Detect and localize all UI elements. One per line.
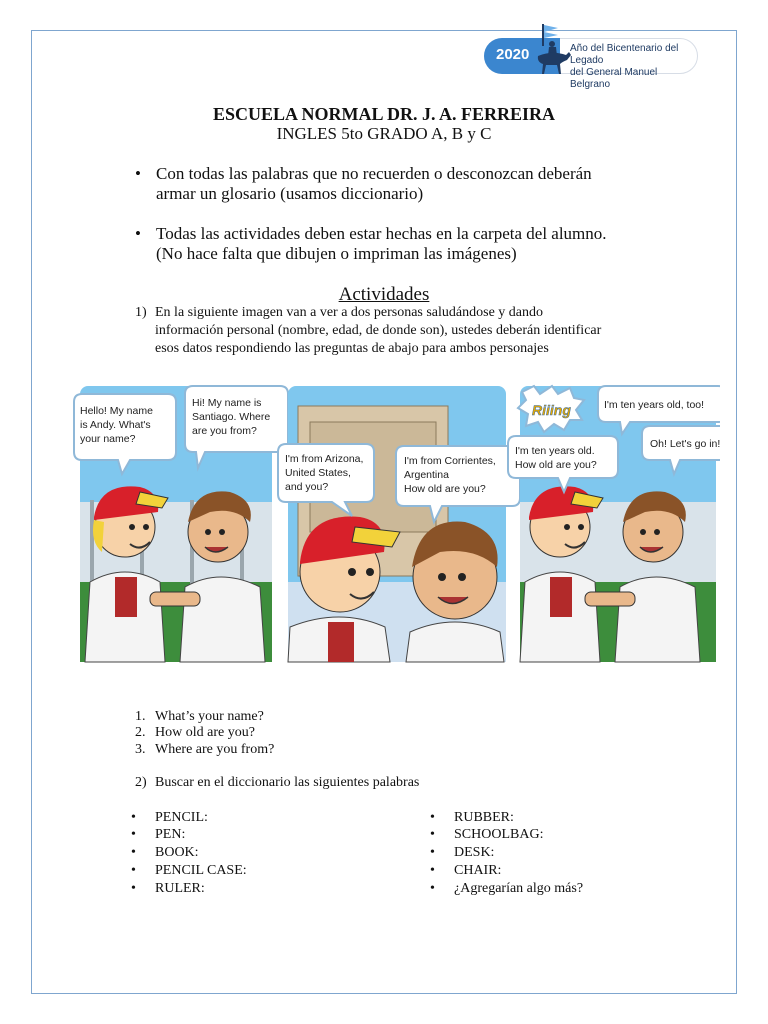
bubble-line: How old are you?	[515, 459, 597, 471]
logo-caption-line1: Año del Bicentenario del Legado	[570, 43, 679, 66]
activity-number: 1)	[135, 305, 147, 320]
bubble-line: I'm ten years old.	[515, 445, 595, 457]
bicentenario-logo	[484, 38, 698, 90]
activity-text: Buscar en el diccionario las siguientes palabras	[155, 775, 420, 790]
bullet: •	[131, 863, 136, 878]
bullet: •	[131, 881, 136, 896]
instruction-line: Con todas las palabras que no recuerden o desconozcan deberán	[156, 164, 592, 183]
vocab-word: BOOK:	[155, 845, 199, 860]
bubble-line: Santiago. Where	[192, 411, 271, 423]
question-text: Where are you from?	[155, 742, 275, 757]
question-text: How old are you?	[155, 725, 255, 740]
handshake	[150, 592, 200, 606]
bullet: •	[430, 845, 435, 860]
question-text: What’s your name?	[155, 709, 264, 724]
bubble-line: Hello! My name	[80, 405, 153, 417]
vocab-word: RUBBER:	[454, 810, 514, 825]
bullet: •	[131, 845, 136, 860]
bullet: •	[135, 224, 141, 243]
instruction-line: Todas las actividades deben estar hechas en la carpeta del alumno.	[156, 224, 607, 243]
bubble-line: I'm from Corrientes,	[404, 455, 496, 467]
bullet: •	[430, 810, 435, 825]
vocab-word: CHAIR:	[454, 863, 502, 878]
bubble-line: your name?	[80, 433, 136, 445]
bubble-line: Oh! Let's go in!	[650, 438, 720, 450]
vocab-word: ¿Agregarían algo más?	[454, 881, 584, 896]
vocab-word: DESK:	[454, 845, 495, 860]
activity-number: 2)	[135, 775, 147, 790]
logo-year: 2020	[496, 46, 530, 63]
activity-line: esos datos respondiendo las preguntas de abajo para ambos personajes	[155, 341, 549, 356]
handshake	[585, 592, 635, 606]
vocab-word: PENCIL CASE:	[155, 863, 247, 878]
santiago-closeup	[406, 522, 504, 662]
vocab-word: PENCIL:	[155, 810, 208, 825]
bullet: •	[430, 827, 435, 842]
comic-panel-1	[74, 386, 288, 662]
activities-heading: Actividades	[338, 284, 430, 305]
activity-line: En la siguiente imagen van a ver a dos personas saludándose y dando	[155, 305, 544, 320]
school-title: ESCUELA NORMAL DR. J. A. FERREIRA	[212, 104, 556, 124]
instruction-line: (No hace falta que dibujen o impriman las imágenes)	[156, 244, 517, 263]
riiing-sound-text: Riiing	[532, 402, 571, 418]
question-number: 3.	[135, 742, 146, 757]
bullet: •	[131, 827, 136, 842]
bubble-line: is Andy. What's	[80, 419, 151, 431]
logo-caption-line2: del General Manuel Belgrano	[570, 67, 658, 90]
activity-line: información personal (nombre, edad, de donde son), ustedes deberán identificar	[155, 323, 602, 338]
vocab-word: PEN:	[155, 827, 186, 842]
bubble-line: I'm ten years old, too!	[604, 399, 705, 411]
bubble-line: are you from?	[192, 425, 257, 437]
comic-panel-3	[508, 386, 720, 662]
comic-strip	[70, 382, 720, 667]
instruction-line: armar un glosario (usamos diccionario)	[156, 184, 424, 203]
bullet: •	[135, 164, 141, 183]
question-number: 2.	[135, 725, 146, 740]
comic-panel-2	[278, 386, 520, 662]
course-subtitle: INGLES 5to GRADO A, B y C	[276, 124, 492, 143]
bullet: •	[131, 810, 136, 825]
bubble-line: Hi! My name is	[192, 397, 262, 409]
bubble-line: United States,	[285, 467, 351, 479]
vocab-word: RULER:	[155, 881, 205, 896]
bubble-line: Argentina	[404, 469, 449, 481]
vocab-word: SCHOOLBAG:	[454, 827, 544, 842]
bubble-line: How old are you?	[404, 483, 486, 495]
logo-caption	[570, 43, 696, 91]
horse-rider-icon	[532, 24, 572, 76]
bullet: •	[430, 863, 435, 878]
bullet: •	[430, 881, 435, 896]
bubble-line: and you?	[285, 481, 329, 493]
bubble-line: I'm from Arizona,	[285, 453, 364, 465]
question-number: 1.	[135, 709, 146, 724]
